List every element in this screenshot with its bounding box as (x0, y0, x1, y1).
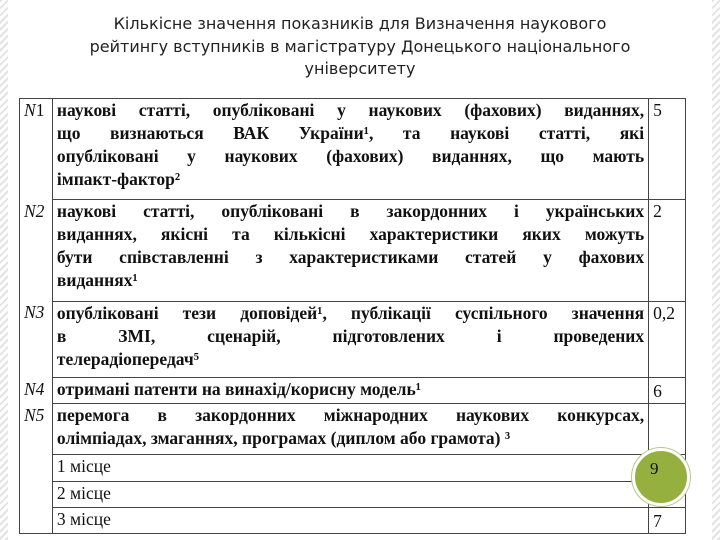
table-row (20, 455, 686, 481)
place-score-highlighted: 9 (650, 459, 659, 478)
row-score (649, 404, 686, 455)
table-row (20, 301, 686, 377)
text-line: бути співставленні з характеристиками статей у фахових (56, 247, 645, 268)
text-line: виданнях, якісні та кількісні характеристики яких можуть (56, 224, 645, 245)
row-number: N2 (20, 200, 53, 301)
title-line-3: університету (304, 59, 416, 78)
row-number: N5 (20, 404, 53, 534)
text-line: телерадіопередач⁵ (56, 348, 199, 369)
row-number (20, 99, 53, 200)
text-line: отримані патенти на винахід/корисну модель¹ (56, 379, 421, 400)
row-number-digit: 1 (35, 100, 45, 120)
table-row (20, 481, 686, 507)
text-line: в ЗМІ, сценарій, підготовлених і проведених (56, 325, 645, 346)
row-description (52, 301, 648, 377)
table-row (20, 378, 686, 404)
row-number-prefix: N (24, 100, 36, 120)
text-line: наукові статті, опубліковані в закордонних і українських (56, 201, 645, 222)
indicators-table (19, 98, 686, 534)
table-row (20, 200, 686, 301)
row-number: N4 (20, 378, 53, 404)
text-line: виданнях¹ (56, 270, 138, 291)
decorative-circle (632, 448, 690, 506)
text-line: опубліковані у наукових (фахових) виданнях, що мають (56, 146, 645, 166)
table-row (20, 404, 686, 455)
table-row (20, 507, 686, 533)
place-label: 1 місце (52, 455, 648, 481)
row-description (52, 200, 648, 301)
row-description (52, 404, 648, 455)
text-line: імпакт-фактор² (56, 169, 181, 189)
right-decorative-stripe (712, 0, 720, 540)
place-score: 7 (649, 507, 686, 533)
row-score: 2 (649, 200, 686, 301)
text-line: олімпіадах, змаганнях, програмах (диплом або грамота) ³ (56, 428, 511, 449)
text-line: наукові статті, опубліковані у наукових (фахових) виданнях, (56, 100, 645, 120)
slide-title (0, 13, 720, 81)
place-label: 3 місце (52, 507, 648, 533)
left-decorative-stripe (0, 0, 8, 540)
text-line: що визнаються ВАК України¹, та наукові статті, які (56, 123, 645, 143)
title-line-2: рейтингу вступників в магістратуру Донецького національного (89, 36, 631, 56)
place-label: 2 місце (52, 481, 648, 507)
row-score: 0,2 (649, 301, 686, 377)
row-score: 6 (649, 378, 686, 404)
row-score: 5 (649, 99, 686, 200)
row-number: N3 (20, 301, 53, 377)
title-line-1: Кількісне значення показників для Визначення наукового (113, 14, 607, 33)
row-description (52, 378, 648, 404)
text-line: перемога в закордонних міжнародних наукових конкурсах, (56, 405, 645, 426)
text-line: опубліковані тези доповідей¹, публікації суспільного значення (56, 302, 645, 323)
row-description (52, 99, 648, 200)
